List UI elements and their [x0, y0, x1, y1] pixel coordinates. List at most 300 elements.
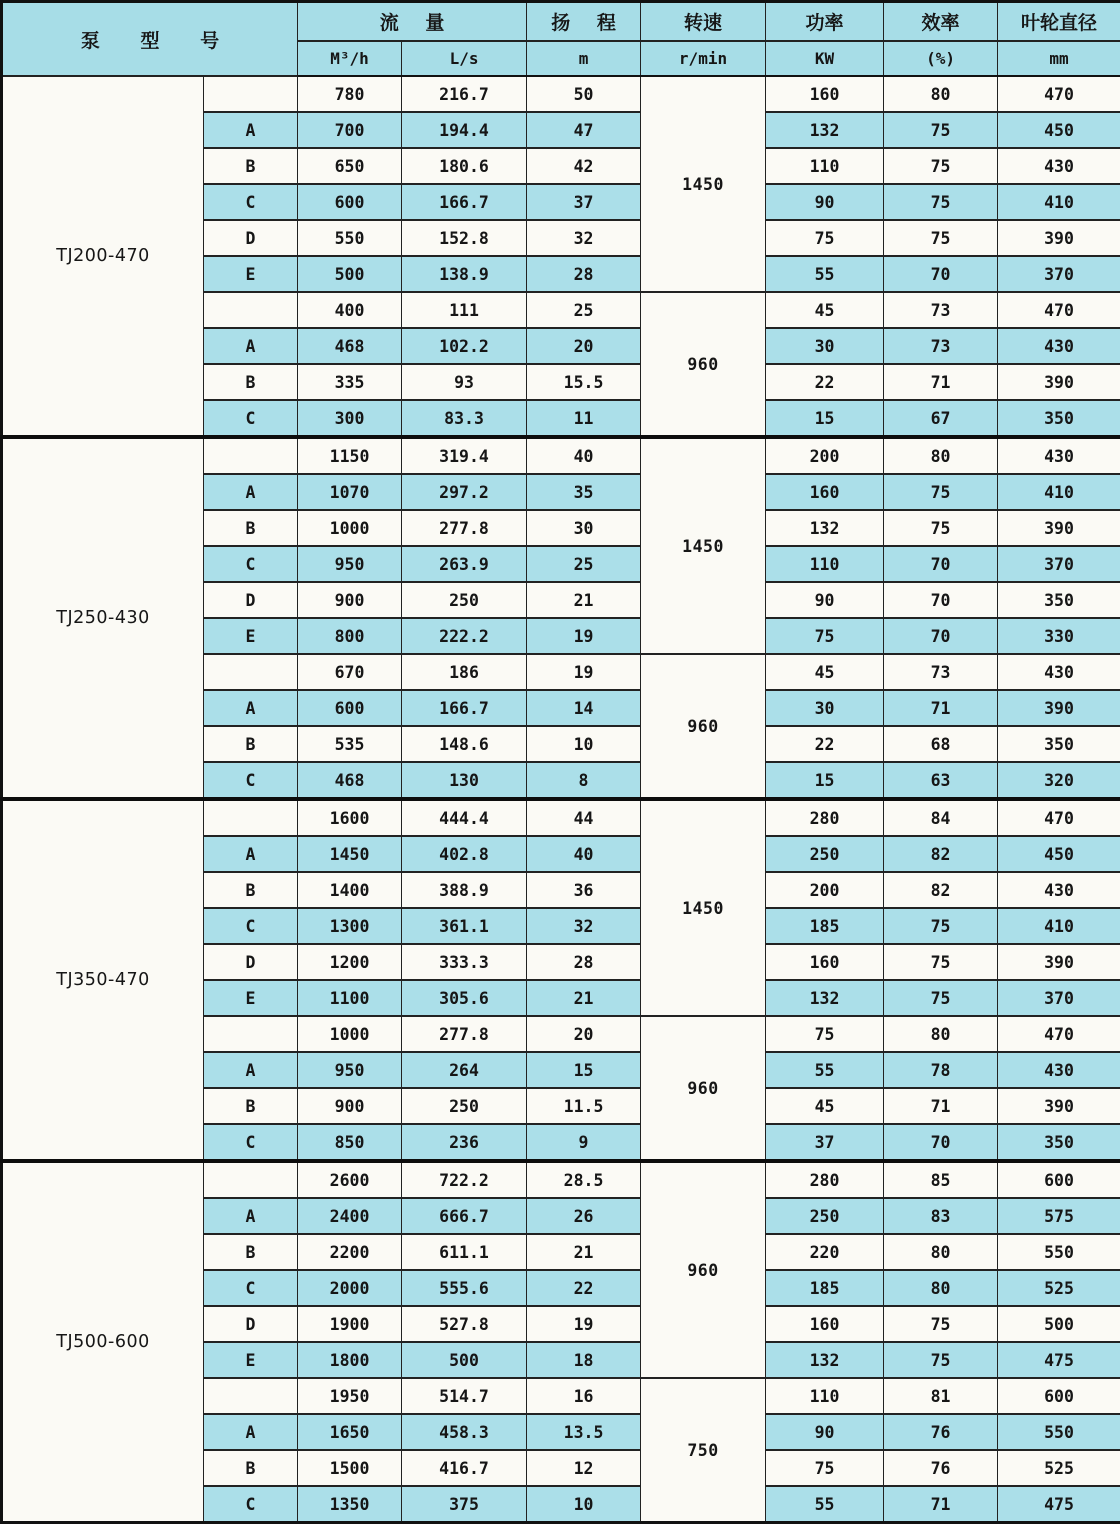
cell-flow-ls: 444.4 — [402, 799, 527, 836]
cell-variant — [204, 654, 298, 690]
cell-flow-ls: 458.3 — [402, 1414, 527, 1450]
cell-head: 28 — [527, 944, 641, 980]
cell-flow-ls: 186 — [402, 654, 527, 690]
cell-impeller-dia: 470 — [998, 76, 1120, 112]
cell-flow-m3h: 850 — [298, 1124, 402, 1161]
cell-flow-ls: 236 — [402, 1124, 527, 1161]
cell-flow-m3h: 550 — [298, 220, 402, 256]
cell-variant: B — [204, 510, 298, 546]
cell-power: 132 — [766, 1342, 884, 1378]
cell-flow-m3h: 1900 — [298, 1306, 402, 1342]
cell-variant: A — [204, 690, 298, 726]
unit-flow-ls: L/s — [402, 41, 527, 76]
cell-flow-m3h: 1450 — [298, 836, 402, 872]
cell-power: 30 — [766, 690, 884, 726]
cell-impeller-dia: 430 — [998, 872, 1120, 908]
cell-efficiency: 80 — [884, 1234, 998, 1270]
cell-variant: A — [204, 328, 298, 364]
cell-variant: E — [204, 1342, 298, 1378]
cell-power: 90 — [766, 582, 884, 618]
cell-efficiency: 70 — [884, 546, 998, 582]
cell-variant: B — [204, 364, 298, 400]
cell-power: 55 — [766, 256, 884, 292]
cell-efficiency: 71 — [884, 1486, 998, 1523]
cell-impeller-dia: 475 — [998, 1486, 1120, 1523]
cell-impeller-dia: 390 — [998, 220, 1120, 256]
cell-power: 15 — [766, 762, 884, 799]
cell-head: 26 — [527, 1198, 641, 1234]
cell-efficiency: 84 — [884, 799, 998, 836]
header-head: 扬 程 — [527, 2, 641, 42]
unit-speed-rpm: r/min — [641, 41, 766, 76]
cell-flow-m3h: 1100 — [298, 980, 402, 1016]
cell-flow-m3h: 1400 — [298, 872, 402, 908]
cell-pump-model: TJ500-600 — [2, 1161, 204, 1523]
cell-power: 110 — [766, 546, 884, 582]
cell-flow-m3h: 1500 — [298, 1450, 402, 1486]
cell-power: 132 — [766, 980, 884, 1016]
cell-impeller-dia: 370 — [998, 256, 1120, 292]
cell-flow-ls: 333.3 — [402, 944, 527, 980]
cell-power: 200 — [766, 437, 884, 474]
cell-flow-m3h: 1150 — [298, 437, 402, 474]
cell-efficiency: 75 — [884, 220, 998, 256]
cell-head: 37 — [527, 184, 641, 220]
cell-power: 250 — [766, 836, 884, 872]
cell-impeller-dia: 390 — [998, 510, 1120, 546]
cell-impeller-dia: 430 — [998, 654, 1120, 690]
cell-head: 32 — [527, 220, 641, 256]
unit-power-kw: KW — [766, 41, 884, 76]
cell-variant: B — [204, 1234, 298, 1270]
cell-power: 160 — [766, 944, 884, 980]
cell-power: 55 — [766, 1052, 884, 1088]
cell-power: 37 — [766, 1124, 884, 1161]
cell-variant — [204, 1016, 298, 1052]
cell-flow-m3h: 600 — [298, 184, 402, 220]
cell-head: 21 — [527, 1234, 641, 1270]
cell-efficiency: 67 — [884, 400, 998, 437]
cell-flow-m3h: 600 — [298, 690, 402, 726]
cell-head: 25 — [527, 546, 641, 582]
cell-power: 45 — [766, 654, 884, 690]
cell-head: 50 — [527, 76, 641, 112]
cell-flow-ls: 297.2 — [402, 474, 527, 510]
cell-flow-m3h: 1200 — [298, 944, 402, 980]
cell-flow-ls: 222.2 — [402, 618, 527, 654]
cell-efficiency: 75 — [884, 112, 998, 148]
cell-flow-ls: 264 — [402, 1052, 527, 1088]
cell-head: 47 — [527, 112, 641, 148]
cell-flow-ls: 666.7 — [402, 1198, 527, 1234]
cell-pump-model: TJ250-430 — [2, 437, 204, 799]
cell-impeller-dia: 550 — [998, 1414, 1120, 1450]
cell-flow-m3h: 500 — [298, 256, 402, 292]
cell-power: 75 — [766, 1016, 884, 1052]
header-impeller-diameter: 叶轮直径 — [998, 2, 1120, 42]
cell-variant: A — [204, 112, 298, 148]
cell-impeller-dia: 320 — [998, 762, 1120, 799]
cell-power: 160 — [766, 76, 884, 112]
cell-speed: 960 — [641, 1161, 766, 1378]
cell-flow-ls: 250 — [402, 582, 527, 618]
cell-flow-m3h: 650 — [298, 148, 402, 184]
cell-flow-m3h: 2000 — [298, 1270, 402, 1306]
cell-efficiency: 70 — [884, 618, 998, 654]
cell-variant: C — [204, 908, 298, 944]
cell-flow-ls: 722.2 — [402, 1161, 527, 1198]
cell-head: 13.5 — [527, 1414, 641, 1450]
cell-power: 132 — [766, 112, 884, 148]
table-row — [2, 437, 1120, 474]
cell-head: 44 — [527, 799, 641, 836]
cell-impeller-dia: 430 — [998, 148, 1120, 184]
cell-flow-ls: 402.8 — [402, 836, 527, 872]
cell-variant: A — [204, 1198, 298, 1234]
cell-efficiency: 75 — [884, 184, 998, 220]
cell-flow-ls: 500 — [402, 1342, 527, 1378]
unit-head-m: m — [527, 41, 641, 76]
cell-power: 45 — [766, 292, 884, 328]
cell-power: 110 — [766, 148, 884, 184]
cell-head: 30 — [527, 510, 641, 546]
cell-efficiency: 75 — [884, 474, 998, 510]
cell-efficiency: 75 — [884, 944, 998, 980]
cell-efficiency: 83 — [884, 1198, 998, 1234]
cell-head: 20 — [527, 328, 641, 364]
cell-efficiency: 75 — [884, 980, 998, 1016]
cell-flow-ls: 263.9 — [402, 546, 527, 582]
cell-speed: 960 — [641, 654, 766, 799]
cell-flow-ls: 83.3 — [402, 400, 527, 437]
cell-flow-ls: 361.1 — [402, 908, 527, 944]
cell-variant: C — [204, 1270, 298, 1306]
cell-flow-m3h: 670 — [298, 654, 402, 690]
table-body — [2, 76, 1120, 1523]
cell-head: 32 — [527, 908, 641, 944]
cell-power: 220 — [766, 1234, 884, 1270]
cell-flow-ls: 130 — [402, 762, 527, 799]
cell-power: 250 — [766, 1198, 884, 1234]
cell-power: 185 — [766, 908, 884, 944]
cell-impeller-dia: 430 — [998, 1052, 1120, 1088]
cell-power: 132 — [766, 510, 884, 546]
cell-head: 16 — [527, 1378, 641, 1414]
cell-efficiency: 82 — [884, 872, 998, 908]
cell-impeller-dia: 370 — [998, 980, 1120, 1016]
cell-flow-m3h: 2200 — [298, 1234, 402, 1270]
cell-variant: A — [204, 1414, 298, 1450]
cell-power: 200 — [766, 872, 884, 908]
cell-flow-ls: 166.7 — [402, 184, 527, 220]
cell-power: 75 — [766, 618, 884, 654]
cell-flow-m3h: 1000 — [298, 1016, 402, 1052]
cell-flow-ls: 250 — [402, 1088, 527, 1124]
cell-head: 8 — [527, 762, 641, 799]
cell-head: 19 — [527, 1306, 641, 1342]
cell-flow-m3h: 1650 — [298, 1414, 402, 1450]
cell-variant: E — [204, 256, 298, 292]
header-efficiency: 效率 — [884, 2, 998, 42]
cell-head: 42 — [527, 148, 641, 184]
cell-efficiency: 81 — [884, 1378, 998, 1414]
cell-head: 11 — [527, 400, 641, 437]
cell-impeller-dia: 330 — [998, 618, 1120, 654]
cell-flow-m3h: 400 — [298, 292, 402, 328]
cell-efficiency: 70 — [884, 582, 998, 618]
cell-head: 36 — [527, 872, 641, 908]
cell-impeller-dia: 550 — [998, 1234, 1120, 1270]
cell-flow-m3h: 1070 — [298, 474, 402, 510]
cell-flow-ls: 375 — [402, 1486, 527, 1523]
cell-efficiency: 80 — [884, 437, 998, 474]
cell-flow-ls: 388.9 — [402, 872, 527, 908]
cell-impeller-dia: 410 — [998, 908, 1120, 944]
cell-efficiency: 75 — [884, 148, 998, 184]
header-row-groups — [2, 2, 1120, 42]
cell-head: 15.5 — [527, 364, 641, 400]
cell-variant: D — [204, 944, 298, 980]
cell-variant — [204, 1161, 298, 1198]
cell-flow-m3h: 950 — [298, 1052, 402, 1088]
cell-power: 90 — [766, 1414, 884, 1450]
cell-head: 21 — [527, 980, 641, 1016]
cell-power: 110 — [766, 1378, 884, 1414]
cell-efficiency: 75 — [884, 1342, 998, 1378]
cell-flow-ls: 216.7 — [402, 76, 527, 112]
cell-impeller-dia: 450 — [998, 112, 1120, 148]
cell-efficiency: 76 — [884, 1450, 998, 1486]
cell-efficiency: 80 — [884, 76, 998, 112]
cell-pump-model: TJ350-470 — [2, 799, 204, 1161]
cell-flow-m3h: 900 — [298, 1088, 402, 1124]
cell-impeller-dia: 600 — [998, 1161, 1120, 1198]
unit-flow-m3h: M³/h — [298, 41, 402, 76]
cell-speed: 960 — [641, 292, 766, 437]
cell-speed: 1450 — [641, 437, 766, 654]
cell-head: 21 — [527, 582, 641, 618]
cell-variant: C — [204, 1124, 298, 1161]
cell-impeller-dia: 350 — [998, 1124, 1120, 1161]
cell-speed: 1450 — [641, 76, 766, 292]
cell-head: 19 — [527, 654, 641, 690]
table-row — [2, 799, 1120, 836]
header-power: 功率 — [766, 2, 884, 42]
cell-impeller-dia: 500 — [998, 1306, 1120, 1342]
cell-flow-m3h: 1000 — [298, 510, 402, 546]
cell-flow-ls: 166.7 — [402, 690, 527, 726]
cell-head: 12 — [527, 1450, 641, 1486]
cell-impeller-dia: 390 — [998, 944, 1120, 980]
header-pump-model: 泵 型 号 — [2, 2, 298, 77]
cell-head: 11.5 — [527, 1088, 641, 1124]
cell-variant — [204, 76, 298, 112]
cell-variant — [204, 437, 298, 474]
cell-efficiency: 78 — [884, 1052, 998, 1088]
cell-efficiency: 73 — [884, 328, 998, 364]
cell-variant: C — [204, 546, 298, 582]
cell-impeller-dia: 350 — [998, 726, 1120, 762]
cell-flow-m3h: 468 — [298, 762, 402, 799]
cell-impeller-dia: 410 — [998, 474, 1120, 510]
cell-head: 18 — [527, 1342, 641, 1378]
cell-variant: C — [204, 1486, 298, 1523]
cell-speed: 960 — [641, 1016, 766, 1161]
cell-variant — [204, 799, 298, 836]
cell-head: 9 — [527, 1124, 641, 1161]
cell-efficiency: 75 — [884, 908, 998, 944]
table-row — [2, 1161, 1120, 1198]
cell-flow-m3h: 468 — [298, 328, 402, 364]
cell-head: 28.5 — [527, 1161, 641, 1198]
cell-head: 10 — [527, 1486, 641, 1523]
cell-efficiency: 63 — [884, 762, 998, 799]
cell-efficiency: 73 — [884, 292, 998, 328]
cell-efficiency: 85 — [884, 1161, 998, 1198]
cell-flow-ls: 152.8 — [402, 220, 527, 256]
cell-impeller-dia: 430 — [998, 437, 1120, 474]
cell-flow-ls: 514.7 — [402, 1378, 527, 1414]
cell-variant: C — [204, 762, 298, 799]
cell-impeller-dia: 350 — [998, 582, 1120, 618]
cell-variant: C — [204, 184, 298, 220]
cell-flow-m3h: 900 — [298, 582, 402, 618]
cell-impeller-dia: 390 — [998, 1088, 1120, 1124]
cell-flow-ls: 527.8 — [402, 1306, 527, 1342]
cell-flow-ls: 148.6 — [402, 726, 527, 762]
cell-efficiency: 71 — [884, 1088, 998, 1124]
cell-flow-ls: 102.2 — [402, 328, 527, 364]
cell-impeller-dia: 390 — [998, 364, 1120, 400]
cell-variant — [204, 292, 298, 328]
cell-impeller-dia: 430 — [998, 328, 1120, 364]
cell-variant: E — [204, 618, 298, 654]
cell-impeller-dia: 475 — [998, 1342, 1120, 1378]
cell-flow-ls: 305.6 — [402, 980, 527, 1016]
header-speed: 转速 — [641, 2, 766, 42]
cell-efficiency: 71 — [884, 690, 998, 726]
cell-variant: B — [204, 726, 298, 762]
table-row — [2, 76, 1120, 112]
cell-efficiency: 70 — [884, 1124, 998, 1161]
cell-flow-ls: 277.8 — [402, 510, 527, 546]
cell-impeller-dia: 350 — [998, 400, 1120, 437]
cell-variant: B — [204, 1450, 298, 1486]
cell-flow-m3h: 1300 — [298, 908, 402, 944]
cell-flow-ls: 416.7 — [402, 1450, 527, 1486]
cell-efficiency: 75 — [884, 510, 998, 546]
cell-efficiency: 80 — [884, 1016, 998, 1052]
cell-power: 15 — [766, 400, 884, 437]
cell-flow-m3h: 335 — [298, 364, 402, 400]
cell-power: 75 — [766, 1450, 884, 1486]
cell-power: 280 — [766, 799, 884, 836]
cell-impeller-dia: 390 — [998, 690, 1120, 726]
cell-variant: E — [204, 980, 298, 1016]
cell-efficiency: 76 — [884, 1414, 998, 1450]
cell-power: 160 — [766, 474, 884, 510]
cell-head: 40 — [527, 836, 641, 872]
cell-impeller-dia: 600 — [998, 1378, 1120, 1414]
cell-head: 20 — [527, 1016, 641, 1052]
cell-head: 22 — [527, 1270, 641, 1306]
cell-head: 35 — [527, 474, 641, 510]
cell-efficiency: 70 — [884, 256, 998, 292]
cell-variant: B — [204, 148, 298, 184]
cell-power: 22 — [766, 364, 884, 400]
cell-variant: A — [204, 836, 298, 872]
cell-variant: D — [204, 220, 298, 256]
cell-flow-m3h: 2600 — [298, 1161, 402, 1198]
cell-efficiency: 82 — [884, 836, 998, 872]
cell-flow-ls: 138.9 — [402, 256, 527, 292]
cell-power: 55 — [766, 1486, 884, 1523]
cell-variant: A — [204, 1052, 298, 1088]
cell-efficiency: 75 — [884, 1306, 998, 1342]
cell-head: 10 — [527, 726, 641, 762]
cell-impeller-dia: 470 — [998, 1016, 1120, 1052]
cell-flow-m3h: 1800 — [298, 1342, 402, 1378]
cell-power: 90 — [766, 184, 884, 220]
cell-power: 22 — [766, 726, 884, 762]
cell-flow-m3h: 300 — [298, 400, 402, 437]
table-header — [2, 2, 1120, 77]
cell-head: 14 — [527, 690, 641, 726]
cell-flow-m3h: 1350 — [298, 1486, 402, 1523]
cell-flow-ls: 555.6 — [402, 1270, 527, 1306]
cell-speed: 1450 — [641, 799, 766, 1016]
cell-power: 75 — [766, 220, 884, 256]
cell-flow-m3h: 950 — [298, 546, 402, 582]
cell-efficiency: 68 — [884, 726, 998, 762]
header-flow: 流 量 — [298, 2, 527, 42]
unit-efficiency-pct: (%) — [884, 41, 998, 76]
cell-impeller-dia: 450 — [998, 836, 1120, 872]
cell-power: 45 — [766, 1088, 884, 1124]
cell-head: 40 — [527, 437, 641, 474]
cell-variant: D — [204, 582, 298, 618]
cell-flow-ls: 194.4 — [402, 112, 527, 148]
cell-flow-m3h: 1950 — [298, 1378, 402, 1414]
cell-flow-ls: 93 — [402, 364, 527, 400]
cell-variant: D — [204, 1306, 298, 1342]
cell-efficiency: 80 — [884, 1270, 998, 1306]
cell-flow-ls: 319.4 — [402, 437, 527, 474]
cell-power: 30 — [766, 328, 884, 364]
cell-impeller-dia: 410 — [998, 184, 1120, 220]
cell-head: 25 — [527, 292, 641, 328]
cell-flow-m3h: 700 — [298, 112, 402, 148]
cell-variant: B — [204, 1088, 298, 1124]
cell-flow-m3h: 780 — [298, 76, 402, 112]
cell-efficiency: 73 — [884, 654, 998, 690]
cell-flow-m3h: 1600 — [298, 799, 402, 836]
cell-variant — [204, 1378, 298, 1414]
cell-flow-m3h: 800 — [298, 618, 402, 654]
cell-efficiency: 71 — [884, 364, 998, 400]
cell-impeller-dia: 525 — [998, 1270, 1120, 1306]
cell-head: 15 — [527, 1052, 641, 1088]
cell-flow-ls: 277.8 — [402, 1016, 527, 1052]
unit-impeller-mm: mm — [998, 41, 1120, 76]
cell-flow-m3h: 2400 — [298, 1198, 402, 1234]
cell-pump-model: TJ200-470 — [2, 76, 204, 437]
cell-power: 280 — [766, 1161, 884, 1198]
cell-impeller-dia: 470 — [998, 799, 1120, 836]
cell-head: 28 — [527, 256, 641, 292]
cell-impeller-dia: 575 — [998, 1198, 1120, 1234]
cell-power: 185 — [766, 1270, 884, 1306]
